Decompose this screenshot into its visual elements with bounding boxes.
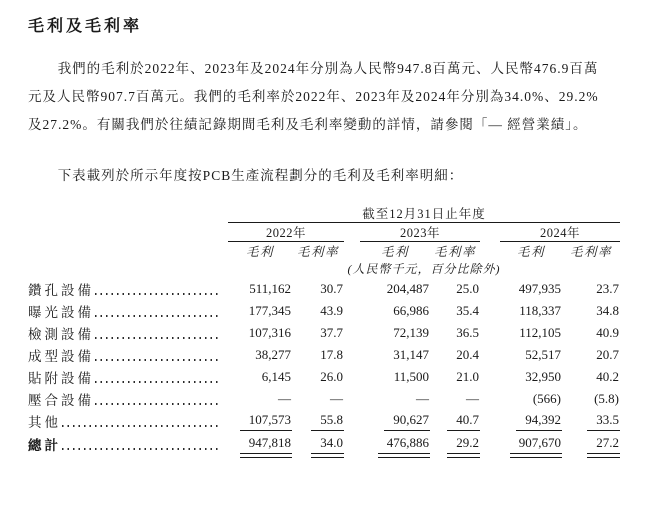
col-header-gross-margin: 毛利率 — [433, 245, 476, 259]
cell-value-text: 20.7 — [596, 347, 620, 362]
dot-leader — [95, 403, 220, 405]
cell-value — [360, 387, 430, 409]
gross-profit-table — [28, 204, 620, 454]
column-gap — [480, 321, 500, 343]
year-header-2022: 2022年 — [228, 223, 344, 242]
column-gap — [480, 242, 500, 261]
column-gap — [344, 242, 360, 261]
row-label-text: 壓合設備 — [28, 393, 94, 408]
cell-value — [430, 343, 480, 365]
cell-value — [228, 343, 292, 365]
table-row — [28, 343, 620, 365]
cell-value-text: 21.0 — [456, 369, 479, 384]
table-row — [28, 387, 620, 409]
dot-leader — [62, 425, 220, 427]
cell-value — [562, 299, 620, 321]
row-label-text: 成型設備 — [28, 349, 94, 364]
column-gap — [344, 277, 360, 299]
cell-value-text: 476,886 — [378, 435, 430, 454]
cell-value — [562, 409, 620, 431]
column-gap — [344, 343, 360, 365]
paragraph-line: 下表載列於所示年度按PCB生產流程劃分的毛利及毛利率明細： — [57, 168, 464, 183]
cell-value — [430, 299, 480, 321]
cell-value-text: — — [466, 391, 479, 406]
row-label-wrap — [28, 279, 228, 299]
column-gap — [344, 299, 360, 321]
column-gap — [480, 365, 500, 387]
row-label-text: 曝光設備 — [28, 305, 94, 320]
cell-value-text: 6,145 — [261, 369, 291, 384]
table-header — [28, 204, 620, 277]
paragraph-gross-profit — [28, 55, 622, 139]
cell-value-text: 107,573 — [240, 412, 292, 431]
cell-value — [500, 299, 562, 321]
cell-value — [430, 387, 480, 409]
cell-value — [292, 431, 344, 454]
row-label-text: 檢測設備 — [28, 327, 94, 342]
column-gap — [344, 365, 360, 387]
dot-leader — [95, 315, 220, 317]
cell-value — [562, 277, 620, 299]
row-label-text: 貼附設備 — [28, 371, 94, 386]
cell-value-text: 55.8 — [311, 412, 344, 431]
cell-value-text: 23.7 — [596, 281, 620, 296]
row-label-wrap — [28, 389, 228, 409]
cell-value-text: 34.0 — [311, 435, 344, 454]
cell-value-text: 25.0 — [456, 281, 479, 296]
column-gap — [344, 387, 360, 409]
cell-value-text: 94,392 — [516, 412, 562, 431]
dot-leader — [95, 381, 220, 383]
cell-value-text: 90,627 — [384, 412, 430, 431]
cell-value-text: 34.8 — [596, 303, 620, 318]
column-gap — [480, 277, 500, 299]
cell-value — [562, 387, 620, 409]
row-label-wrap — [28, 367, 228, 387]
cell-value-text: 66,986 — [393, 303, 429, 318]
column-gap — [480, 223, 500, 242]
table-row — [28, 321, 620, 343]
table-body — [28, 277, 620, 454]
cell-value — [360, 409, 430, 431]
cell-value-text: 497,935 — [518, 281, 561, 296]
row-label — [28, 343, 228, 365]
year-header-row — [28, 223, 620, 242]
row-label-wrap — [28, 411, 228, 431]
row-label — [28, 299, 228, 321]
cell-value — [430, 277, 480, 299]
cell-value — [500, 431, 562, 454]
cell-value — [500, 321, 562, 343]
row-label-text: 其他 — [28, 415, 61, 430]
cell-value-text: 35.4 — [456, 303, 479, 318]
cell-value — [292, 365, 344, 387]
dot-leader — [62, 448, 220, 450]
cell-value-text: 40.7 — [447, 412, 480, 431]
cell-value — [228, 299, 292, 321]
row-label-text: 總計 — [28, 438, 61, 453]
cell-value-text: 72,139 — [393, 325, 429, 340]
cell-value — [292, 409, 344, 431]
cell-value — [430, 431, 480, 454]
row-label — [28, 431, 228, 454]
cell-value-text: 20.4 — [456, 347, 479, 362]
unit-note: (人民幣千元，百分比除外) — [347, 262, 501, 276]
paragraph-line: 元及人民幣907.7百萬元。我們的毛利率於2022年、2023年及2024年分別為34.0%、29.2% — [28, 89, 599, 104]
cell-value — [430, 365, 480, 387]
cell-value — [360, 343, 430, 365]
cell-value-text: 32,950 — [525, 369, 561, 384]
cell-value-text: 40.2 — [596, 369, 620, 384]
cell-value — [500, 387, 562, 409]
row-label — [28, 321, 228, 343]
cell-value — [430, 321, 480, 343]
table-row — [28, 431, 620, 454]
cell-value — [360, 277, 430, 299]
cell-value-text: 27.2 — [587, 435, 620, 454]
span-header: 截至12月31日止年度 — [228, 204, 620, 223]
cell-value — [292, 321, 344, 343]
cell-value — [430, 409, 480, 431]
cell-value-text: 907,670 — [510, 435, 562, 454]
column-gap — [480, 409, 500, 431]
paragraph-line: 及27.2%。有關我們於往績記錄期間毛利及毛利率變動的詳情，請參閱「— 經營業績」。 — [28, 117, 588, 132]
cell-value — [228, 409, 292, 431]
cell-value — [500, 277, 562, 299]
table-row — [28, 409, 620, 431]
row-label — [28, 387, 228, 409]
cell-value — [228, 387, 292, 409]
col-header-gross-profit: 毛利 — [245, 245, 274, 259]
cell-value-text: 118,337 — [519, 303, 561, 318]
cell-value-text: 43.9 — [320, 303, 343, 318]
row-label — [28, 409, 228, 431]
cell-value-text: 37.7 — [320, 325, 343, 340]
cell-value — [228, 277, 292, 299]
cell-value-text: 52,517 — [525, 347, 561, 362]
row-label-wrap — [28, 301, 228, 321]
col-header-gross-profit: 毛利 — [380, 245, 409, 259]
row-label — [28, 277, 228, 299]
row-label-wrap — [28, 345, 228, 365]
cell-value-text: 11,500 — [393, 369, 429, 384]
table-row — [28, 299, 620, 321]
cell-value — [292, 277, 344, 299]
column-gap — [344, 223, 360, 242]
year-header-2024: 2024年 — [500, 223, 620, 242]
dot-leader — [95, 337, 220, 339]
cell-value — [562, 365, 620, 387]
cell-value — [360, 431, 430, 454]
cell-value-text: 31,147 — [393, 347, 429, 362]
cell-value — [562, 431, 620, 454]
cell-value — [292, 343, 344, 365]
cell-value — [228, 365, 292, 387]
row-label-wrap — [28, 323, 228, 343]
cell-value — [562, 343, 620, 365]
cell-value — [500, 343, 562, 365]
cell-value-text: 204,487 — [386, 281, 429, 296]
cell-value-text: (566) — [532, 391, 561, 406]
cell-value-text: 112,105 — [519, 325, 561, 340]
column-gap — [344, 321, 360, 343]
cell-value-text: 33.5 — [587, 412, 620, 431]
column-gap — [480, 343, 500, 365]
cell-value-text: 511,162 — [249, 281, 291, 296]
cell-value-text: 947,818 — [240, 435, 292, 454]
table-row — [28, 365, 620, 387]
column-gap — [344, 409, 360, 431]
paragraph-table-intro — [28, 162, 622, 190]
header-spacer — [28, 223, 228, 242]
unit-note-row — [28, 260, 620, 277]
table-row — [28, 277, 620, 299]
col-header-gross-profit: 毛利 — [516, 245, 545, 259]
cell-value-text: (5.8) — [594, 391, 620, 406]
cell-value-text: 36.5 — [456, 325, 479, 340]
cell-value-text: 30.7 — [320, 281, 343, 296]
cell-value — [360, 299, 430, 321]
cell-value — [360, 321, 430, 343]
section-title: 毛利及毛利率 — [28, 18, 143, 35]
cell-value-text: 107,316 — [248, 325, 291, 340]
cell-value-text: 29.2 — [447, 435, 480, 454]
row-label — [28, 365, 228, 387]
column-gap — [344, 431, 360, 454]
sub-header-row — [28, 242, 620, 261]
cell-value — [562, 321, 620, 343]
span-header-row — [28, 204, 620, 223]
row-label-text: 鑽孔設備 — [28, 283, 94, 298]
document-page — [0, 13, 650, 507]
cell-value-text: 40.9 — [596, 325, 620, 340]
cell-value-text: — — [330, 391, 343, 406]
cell-value-text: 38,277 — [255, 347, 291, 362]
cell-value — [360, 365, 430, 387]
cell-value-text: — — [278, 391, 291, 406]
column-gap — [480, 299, 500, 321]
column-gap — [480, 431, 500, 454]
paragraph-line: 我們的毛利於2022年、2023年及2024年分別為人民幣947.8百萬元、人民幣476.9百萬 — [57, 61, 599, 76]
header-spacer — [28, 204, 228, 223]
cell-value-text: 17.8 — [320, 347, 343, 362]
header-spacer — [28, 260, 228, 277]
cell-value — [292, 387, 344, 409]
year-header-2023: 2023年 — [360, 223, 480, 242]
cell-value — [228, 431, 292, 454]
cell-value — [228, 321, 292, 343]
column-gap — [480, 387, 500, 409]
cell-value-text: 26.0 — [320, 369, 343, 384]
cell-value — [292, 299, 344, 321]
dot-leader — [95, 293, 220, 295]
col-header-gross-margin: 毛利率 — [296, 245, 339, 259]
cell-value — [500, 365, 562, 387]
cell-value-text: — — [416, 391, 429, 406]
cell-value — [500, 409, 562, 431]
row-label-wrap — [28, 434, 228, 454]
cell-value-text: 177,345 — [248, 303, 291, 318]
header-spacer — [28, 242, 228, 261]
dot-leader — [95, 359, 220, 361]
col-header-gross-margin: 毛利率 — [570, 245, 613, 259]
